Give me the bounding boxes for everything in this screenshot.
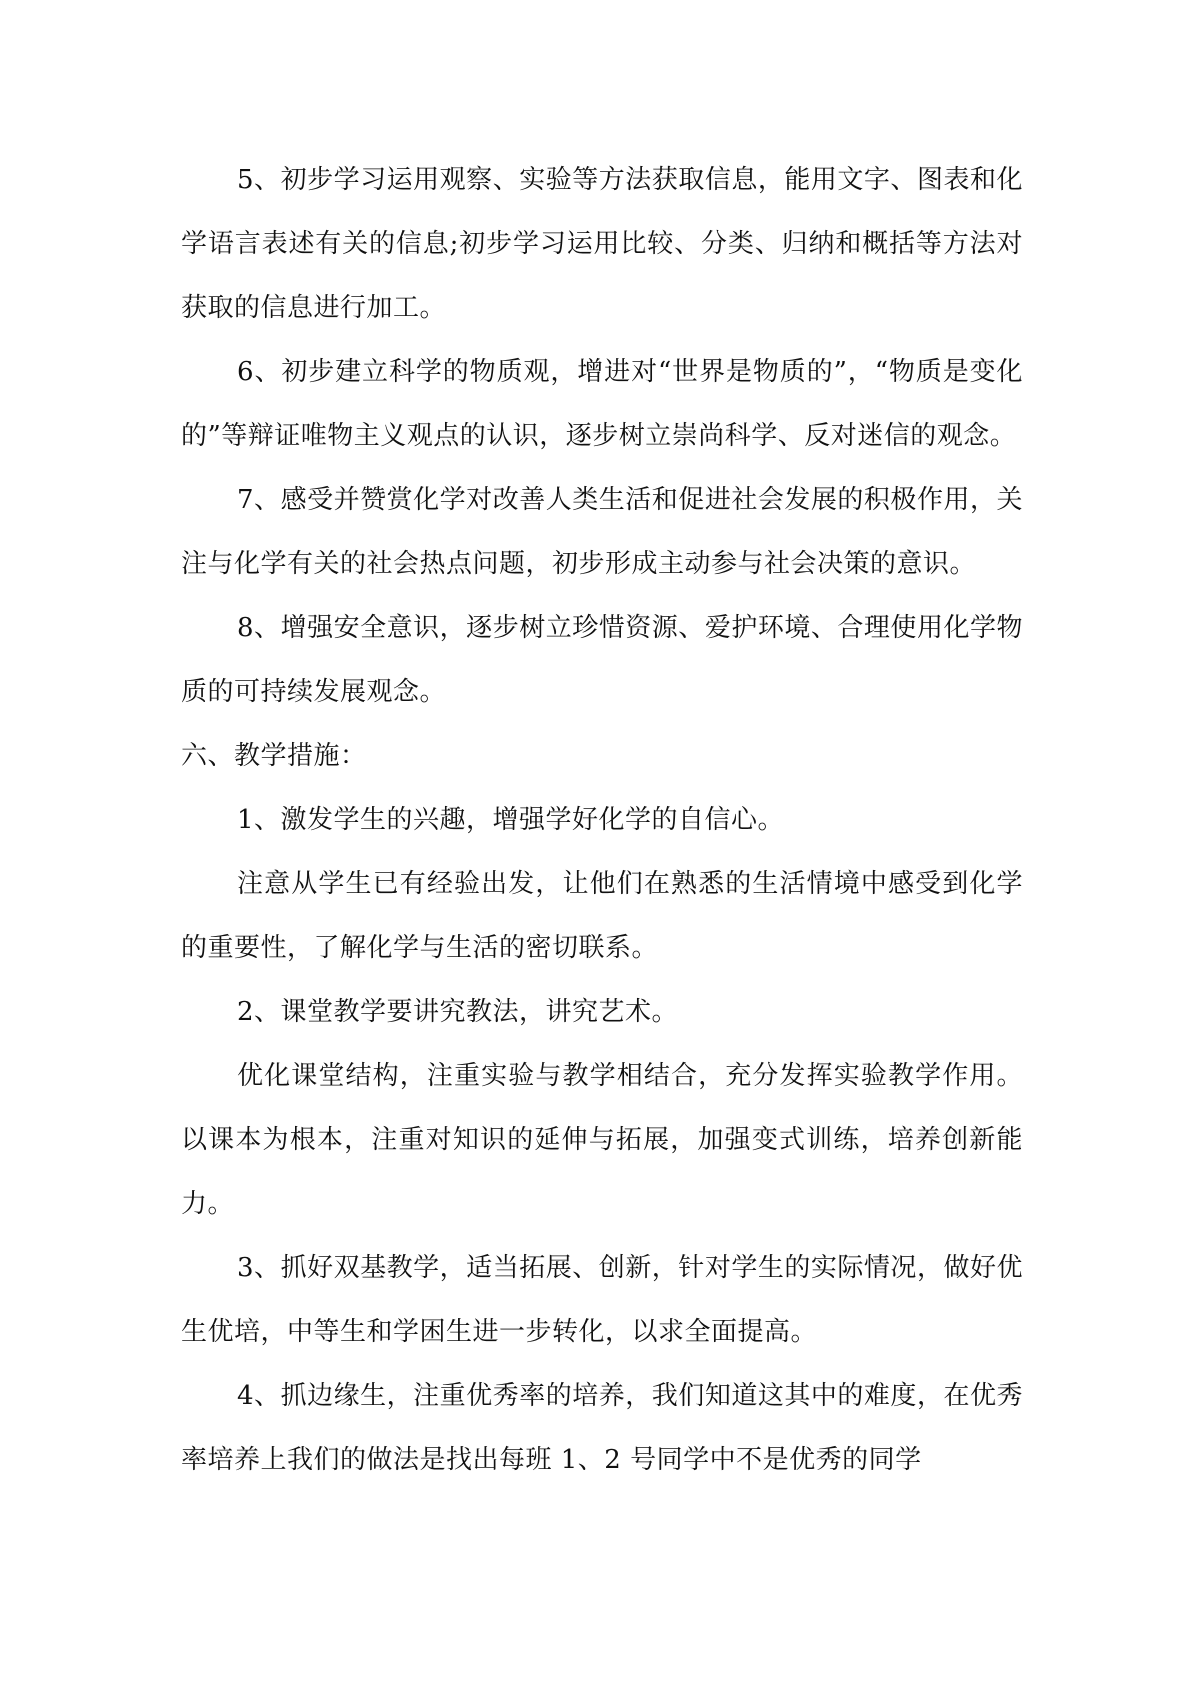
measure-item-1: 1、激发学生的兴趣，增强学好化学的自信心。	[237, 805, 785, 835]
measure-item-2-detail: 优化课堂结构，注重实验与教学相结合，充分发挥实验教学作用。以课本为根本，注重对知识的延伸与拓展，加强变式训练，培养创新能力。	[181, 1061, 1023, 1219]
measure-item-2: 2、课堂教学要讲究教法，讲究艺术。	[237, 997, 679, 1027]
document-body	[181, 148, 1023, 1492]
objective-paragraph-5: 5、初步学习运用观察、实验等方法获取信息，能用文字、图表和化学语言表述有关的信息;初步学习运用比较、分类、归纳和概括等方法对获取的信息进行加工。	[181, 165, 1023, 323]
measure-item-1-detail: 注意从学生已有经验出发，让他们在熟悉的生活情境中感受到化学的重要性，了解化学与生活的密切联系。	[181, 869, 1023, 963]
measure-item-3: 3、抓好双基教学，适当拓展、创新，针对学生的实际情况，做好优生优培，中等生和学困生进一步转化，以求全面提高。	[181, 1253, 1023, 1347]
objective-paragraph-8: 8、增强安全意识，逐步树立珍惜资源、爱护环境、合理使用化学物质的可持续发展观念。	[181, 613, 1023, 707]
measure-item-4: 4、抓边缘生，注重优秀率的培养，我们知道这其中的难度，在优秀率培养上我们的做法是找出每班 1、2 号同学中不是优秀的同学	[181, 1381, 1023, 1475]
objective-paragraph-7: 7、感受并赞赏化学对改善人类生活和促进社会发展的积极作用，关注与化学有关的社会热点问题，初步形成主动参与社会决策的意识。	[181, 485, 1023, 579]
objective-paragraph-6: 6、初步建立科学的物质观，增进对“世界是物质的”，“物质是变化的”等辩证唯物主义观点的认识，逐步树立崇尚科学、反对迷信的观念。	[181, 357, 1023, 451]
section-heading-teaching-measures: 六、教学措施：	[181, 741, 367, 771]
